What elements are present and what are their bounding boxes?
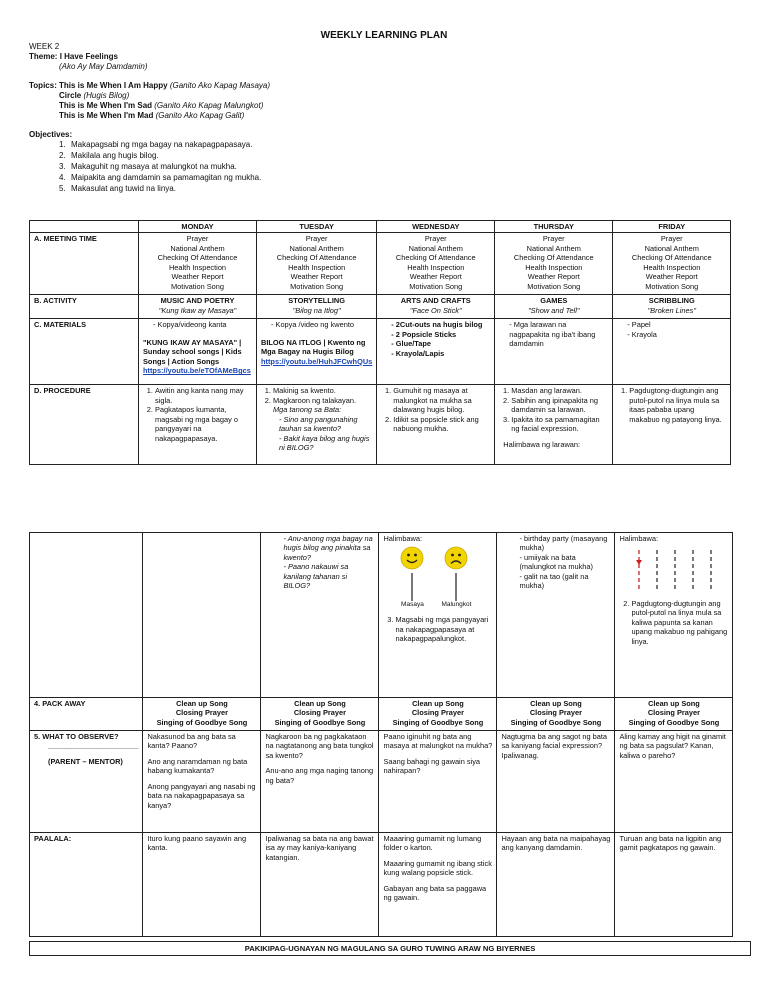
activity-cell: GAMES "Show and Tell" xyxy=(495,295,613,319)
procedure-cont-monday xyxy=(143,533,261,698)
observe-cell-monday: Nakasunod ba ang bata sa kanta? Paano? Ano ang naramdaman ng bata habang kumakanta? Anong pangyayari ang nasabi ng bata na nakapagpapasaya sa kanya? xyxy=(143,731,261,833)
paalala-cell-tuesday: Ipaliwanag sa bata na ang bawat isa ay may kaniya-kaniyang katangian. xyxy=(261,833,379,937)
sad-face-icon xyxy=(444,546,468,570)
materials-row xyxy=(30,319,731,385)
procedure-cell-friday: 1. Pagdugtong-dugtungin ang putol-putol na linya mula sa itaas pababa upang makabuo ng patayong linya. xyxy=(613,385,731,465)
materials-cell-tuesday: - Kopya /video ng kwento BILOG NA ITLOG | Kwento ng Mga Bagay na Hugis Bilog https://youtu.be/HuhJFCwhQUs xyxy=(257,319,377,385)
page-title: WEEKLY LEARNING PLAN xyxy=(320,30,448,41)
happy-caption: Masaya xyxy=(401,600,424,608)
activity-cell: SCRIBBLING "Broken Lines" xyxy=(613,295,731,319)
footer-banner: PAKIKIPAG-UGNAYAN NG MAGULANG SA GURO TUWING ARAW NG BIYERNES xyxy=(29,941,751,956)
plan-table-bottom xyxy=(29,532,733,937)
materials-cell-friday: - Papel - Krayola xyxy=(613,319,731,385)
plan-table-top xyxy=(29,220,731,465)
broken-lines-icon xyxy=(631,546,721,596)
meeting-cell: Prayer National Anthem Checking Of Attendance Health Inspection Weather Report Motivation Song xyxy=(257,233,377,295)
materials-label: C. MATERIALS xyxy=(30,319,139,385)
objective-item: 2. Makilala ang hugis bilog. xyxy=(59,151,159,160)
observe-cell-tuesday: Nagkaroon ba ng pagkakataon na nagtatanong ang bata tungkol sa kwento? Anu-ano ang mga naging tanong ng bata? xyxy=(261,731,379,833)
procedure-cont-label xyxy=(30,533,143,698)
procedure-cont-thursday: - birthday party (masayang mukha) - umiiyak na bata (malungkot na mukha) - galit na tao (galit na mukha) xyxy=(497,533,615,698)
procedure-cont-row xyxy=(30,533,733,698)
topics-label: Topics: xyxy=(29,81,57,90)
meeting-cell: Prayer National Anthem Checking Of Attendance Health Inspection Weather Report Motivation Song xyxy=(613,233,731,295)
sad-caption: Malungkot xyxy=(441,600,472,608)
topic-1: This is Me When I Am Happy (Ganito Ako Kapag Masaya) xyxy=(59,81,271,90)
paalala-cell-friday: Turuan ang bata na ligpitin ang gamit pagkatapos ng gawain. xyxy=(615,833,733,937)
observe-label: 5. WHAT TO OBSERVE? xyxy=(34,732,119,741)
video-link[interactable]: https://youtu.be/HuhJFCwhQUs xyxy=(261,356,373,366)
procedure-cont-wednesday: Halimbawa: Masaya Malungkot 3. Magsabi ng mga pangyayari na nakapagpapasaya at nakapagpapalungkot. xyxy=(379,533,497,698)
materials-cell-thursday: - Mga larawan na nagpapakita ng iba't ibang damdamin xyxy=(495,319,613,385)
paalala-cell-monday: Ituro kung paano sayawin ang kanta. xyxy=(143,833,261,937)
happy-face-icon xyxy=(400,546,424,570)
materials-cell-monday: - Kopya/videong kanta "KUNG IKAW AY MASAYA" | Sunday school songs | Kids Songs | Action Songs https://youtu.be/eTOfAMeBgcs xyxy=(139,319,257,385)
paalala-label: PAALALA: xyxy=(30,833,143,937)
activity-cell: MUSIC AND POETRY "Kung Ikaw ay Masaya" xyxy=(139,295,257,319)
sad-face-stick xyxy=(439,546,473,609)
face-sticks xyxy=(383,546,492,609)
paalala-cell-thursday: Hayaan ang bata na maipahayag ang kanyang damdamin. xyxy=(497,833,615,937)
activity-cell: STORYTELLING "Bilog na Itlog" xyxy=(257,295,377,319)
theme-sub: (Ako Ay May Damdamin) xyxy=(59,62,148,71)
meeting-cell: Prayer National Anthem Checking Of Attendance Health Inspection Weather Report Motivation Song xyxy=(377,233,495,295)
observe-blank: ______________________ xyxy=(48,741,139,751)
paalala-row xyxy=(30,833,733,937)
topic-2: Circle (Hugis Bilog) xyxy=(59,91,130,100)
happy-face-stick xyxy=(397,546,427,609)
packaway-cell: Clean up Song Closing Prayer Singing of Goodbye Song xyxy=(143,698,261,731)
plan-header xyxy=(29,42,749,195)
paalala-cell-wednesday: Maaaring gumamit ng lumang folder o karton. Maaaring gumamit ng ibang stick kung walang popsicle stick. Gabayan ang bata sa paggawa ng gawain. xyxy=(379,833,497,937)
meeting-cell: Prayer National Anthem Checking Of Attendance Health Inspection Weather Report Motivation Song xyxy=(139,233,257,295)
packaway-cell: Clean up Song Closing Prayer Singing of Goodbye Song xyxy=(261,698,379,731)
procedure-cell-tuesday: 1. Makinig sa kwento. 2. Magkaroon ng talakayan. Mga tanong sa Bata: - Sino ang pangunahing tauhan sa kwento? - Bakit kaya bilog ang hugis ni BILOG? xyxy=(257,385,377,465)
activity-row xyxy=(30,295,731,319)
procedure-cell-monday: 1. Awitin ang kanta nang may sigla. 2. Pagkatapos kumanta, magsabi ng mga bagay o pangyayari na nakapagpapasaya. xyxy=(139,385,257,465)
activity-cell: ARTS AND CRAFTS "Face On Stick" xyxy=(377,295,495,319)
meeting-label: A. MEETING TIME xyxy=(30,233,139,295)
objectives-list xyxy=(29,140,749,194)
objective-item: 1. Makapagsabi ng mga bagay na nakapagpapasaya. xyxy=(59,140,253,149)
meeting-row xyxy=(30,233,731,295)
week-label: WEEK 2 xyxy=(29,42,60,51)
observe-cell-wednesday: Paano iginuhit ng bata ang masaya at malungkot na mukha? Saang bahagi ng gawain siya nahirapan? xyxy=(379,731,497,833)
theme-label: Theme: xyxy=(29,52,58,61)
observe-label-cell xyxy=(30,731,143,833)
materials-cell-wednesday: - 2Cut-outs na hugis bilog - 2 Popsicle Sticks - Glue/Tape - Krayola/Lapis xyxy=(377,319,495,385)
procedure-cell-thursday: 1. Masdan ang larawan. 2. Sabihin ang ipinapakita ng damdamin sa larawan. 3. Ipakita ito sa pamamagitan ng facial expression. Halimbawa ng larawan: xyxy=(495,385,613,465)
procedure-cell-wednesday: 1. Gumuhit ng masaya at malungkot na mukha sa dalawang hugis bilog. 2. Idikit sa popsicle stick ang nabuong mukha. xyxy=(377,385,495,465)
day-header-wednesday: WEDNESDAY xyxy=(377,221,495,233)
day-header-thursday: THURSDAY xyxy=(495,221,613,233)
theme-text: I Have Feelings xyxy=(59,52,118,61)
packaway-cell: Clean up Song Closing Prayer Singing of Goodbye Song xyxy=(615,698,733,731)
observe-cell-friday: Aling kamay ang higit na ginamit ng bata sa pagsulat? Kanan, kaliwa o pareho? xyxy=(615,731,733,833)
procedure-row xyxy=(30,385,731,465)
objective-item: 4. Maipakita ang damdamin sa pamamagitan ng mukha. xyxy=(59,173,262,182)
theme-line xyxy=(29,52,749,62)
topic-3: This is Me When I'm Sad (Ganito Ako Kapag Malungkot) xyxy=(59,101,264,110)
procedure-cont-friday: Halimbawa: 2. Pagdugtong-dugtungin ang putol-putol na linya mula sa kaliwa papunta sa kanan upang makabuo ng pahigang linya. xyxy=(615,533,733,698)
procedure-label: D. PROCEDURE xyxy=(30,385,139,465)
packaway-cell: Clean up Song Closing Prayer Singing of Goodbye Song xyxy=(497,698,615,731)
corner-cell xyxy=(30,221,139,233)
objectives-label: Objectives: xyxy=(29,130,73,139)
activity-label: B. ACTIVITY xyxy=(30,295,139,319)
topics xyxy=(29,81,749,121)
observe-cell-thursday: Nagtugma ba ang sagot ng bata sa kaniyang facial expression? Ipaliwanag. xyxy=(497,731,615,833)
observe-mentor: (PARENT – MENTOR) xyxy=(48,756,123,766)
topic-4: This is Me When I'm Mad (Ganito Ako Kapag Galit) xyxy=(59,111,245,120)
packaway-label: 4. PACK AWAY xyxy=(30,698,143,731)
day-header-friday: FRIDAY xyxy=(613,221,731,233)
day-header-tuesday: TUESDAY xyxy=(257,221,377,233)
objective-item: 5. Makasulat ang tuwid na linya. xyxy=(59,184,176,193)
meeting-cell: Prayer National Anthem Checking Of Attendance Health Inspection Weather Report Motivation Song xyxy=(495,233,613,295)
video-link[interactable]: https://youtu.be/eTOfAMeBgcs xyxy=(143,366,251,376)
packaway-row xyxy=(30,698,733,731)
packaway-cell: Clean up Song Closing Prayer Singing of Goodbye Song xyxy=(379,698,497,731)
observe-row xyxy=(30,731,733,833)
day-header-monday: MONDAY xyxy=(139,221,257,233)
objective-item: 3. Makaguhit ng masaya at malungkot na mukha. xyxy=(59,162,237,171)
procedure-cont-tuesday: - Anu-anong mga bagay na hugis bilog ang pinakita sa kwento? - Paano nakauwi sa kanilang tahanan si BILOG? xyxy=(261,533,379,698)
